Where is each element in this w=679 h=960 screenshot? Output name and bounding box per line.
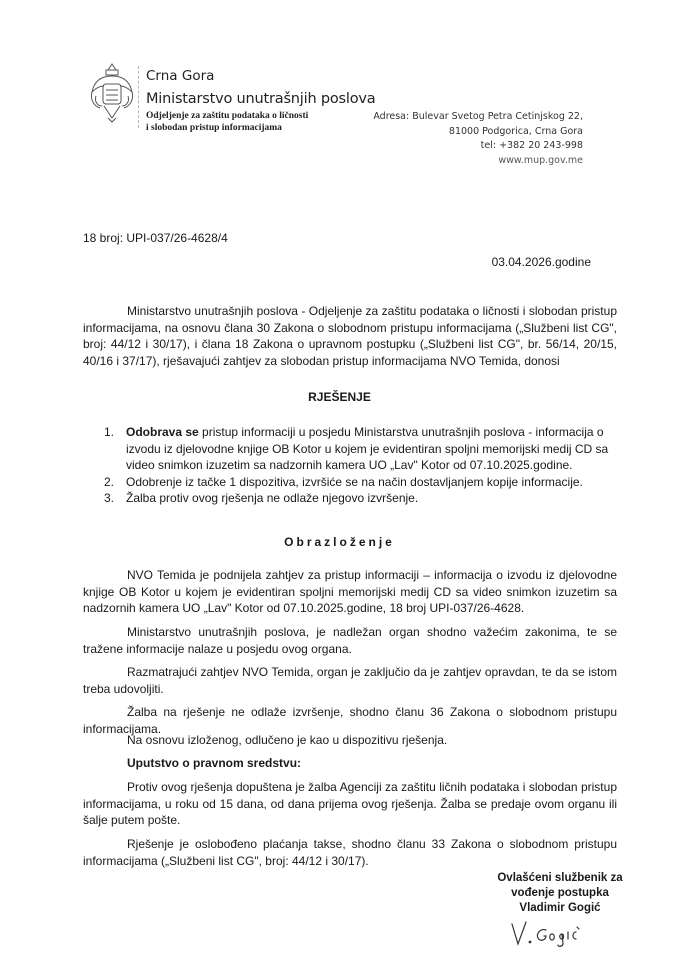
decision-item — [104, 474, 624, 491]
document-date: 03.04.2026.godine — [491, 255, 591, 269]
handwritten-signature — [506, 918, 586, 950]
reasoning-paragraph: NVO Temida je podnijela zahtjev za pristup informaciji – informacija o izvodu iz djelovodne knjige OB Kotor u kojem je evidentiran spoljni memorijski medij CD sa video snimkon izuzetim sa nadzornih kamera UO „Lav" Kotor od 07.10.2025.godine, 18 broj UPI-037/26-4628. — [83, 568, 617, 615]
legal-remedy-paragraph: Protiv ovog rješenja dopuštena je žalba Agenciji za zaštitu ličnih podataka i slobodan pristup informacijama, u roku od 15 dana, od dana prijema ovog rješenja. Žalba se predaje ovom organu ili šalje putem pošte. — [83, 780, 617, 827]
website-link[interactable]: www.mup.gov.me — [498, 154, 583, 166]
address-block — [373, 110, 583, 168]
signatory-name: Vladimir Gogić — [519, 902, 601, 914]
item-text: Žalba protiv ovog rješenja ne odlaže njegovo izvršenje. — [126, 491, 419, 505]
header-divider — [138, 66, 140, 128]
item-number: 2. — [104, 474, 115, 489]
item-bold-lead: Odobrava se — [126, 425, 199, 439]
reasoning-paragraph: Žalba na rješenje ne odlaže izvršenje, shodno članu 36 Zakona o slobodnom pristupu informacijama. — [83, 705, 617, 736]
legal-remedy-paragraph: Rješenje je oslobođeno plaćanja takse, shodno članu 33 Zakona o slobodnom pristupu informacijama („Službeni list CG", broj: 44/12 i 30/17). — [83, 837, 617, 868]
phone: tel: +382 20 243-998 — [480, 140, 583, 151]
decision-item — [104, 490, 624, 507]
signature-block — [460, 871, 660, 916]
reasoning-paragraph: Razmatrajući zahtjev NVO Temida, organ je zaključio da je zahtjev opravdan, te da se istom treba udovoljiti. — [83, 665, 617, 696]
item-text: pristup informaciji u posjedu Ministarstva unutrašnjih poslova - informacija o izvodu iz djelovodne knjige OB Kotor u kojem je evidentiran spoljni memorijski medij CD sa video snimkon izuzetim sa nadzornih kamera UO „Lav" Kotor od 07.10.2025.godine. — [126, 425, 609, 472]
preamble: Ministarstvo unutrašnjih poslova - Odjeljenje za zaštitu podataka o ličnosti i slobodan pristup informacijama, na osnovu člana 30 Zakona o slobodnom pristupu informacijama („Službeni list CG", broj: 44/12 i 30/17), i člana 18 Zakona o upravnom postupku („Službeni list CG", br. 56/14, 20/15, 40/16 i 37/17), rješavajući zahtjev za slobodan pristup informacijama NVO Temida, donosi — [83, 304, 617, 368]
coat-of-arms-icon — [86, 62, 138, 124]
country-name: Crna Gora — [146, 68, 215, 84]
address-line-1: Adresa: Bulevar Svetog Petra Cetinjskog 22, — [373, 111, 583, 122]
decision-title: RJEŠENJE — [308, 390, 371, 404]
signatory-title-2: vođenje postupka — [511, 887, 609, 899]
reasoning-paragraph: Ministarstvo unutrašnjih poslova, je nadležan organ shodno važećim zakonima, te se tražene informacije nalaze u posjedu ovog organa. — [83, 625, 617, 656]
reasoning-title: Obrazloženje — [284, 535, 395, 549]
department-line-2: i slobodan pristup informacijama — [146, 123, 282, 133]
signatory-title-1: Ovlašćeni službenik za — [497, 872, 623, 884]
department-line-1: Odjeljenje za zaštitu podataka o ličnosti — [146, 111, 309, 121]
item-number: 3. — [104, 491, 115, 505]
item-number: 1. — [104, 425, 115, 439]
department-name — [146, 110, 308, 134]
item-text: Odobrenje iz tačke 1 dispozitiva, izvršiće se na način dostavljanjem kopije informacije. — [126, 474, 583, 489]
address-line-2: 81000 Podgorica, Crna Gora — [448, 125, 583, 137]
decision-item — [104, 424, 624, 474]
legal-remedy-title: Uputstvo o pravnom sredstvu: — [127, 756, 302, 770]
ministry-name: Ministarstvo unutrašnjih poslova — [146, 91, 376, 107]
decision-list — [104, 424, 624, 507]
reasoning-paragraph: Na osnovu izloženog, odlučeno je kao u dispozitivu rješenja. — [127, 733, 448, 747]
reference-number: 18 broj: UPI-037/26-4628/4 — [83, 231, 228, 245]
